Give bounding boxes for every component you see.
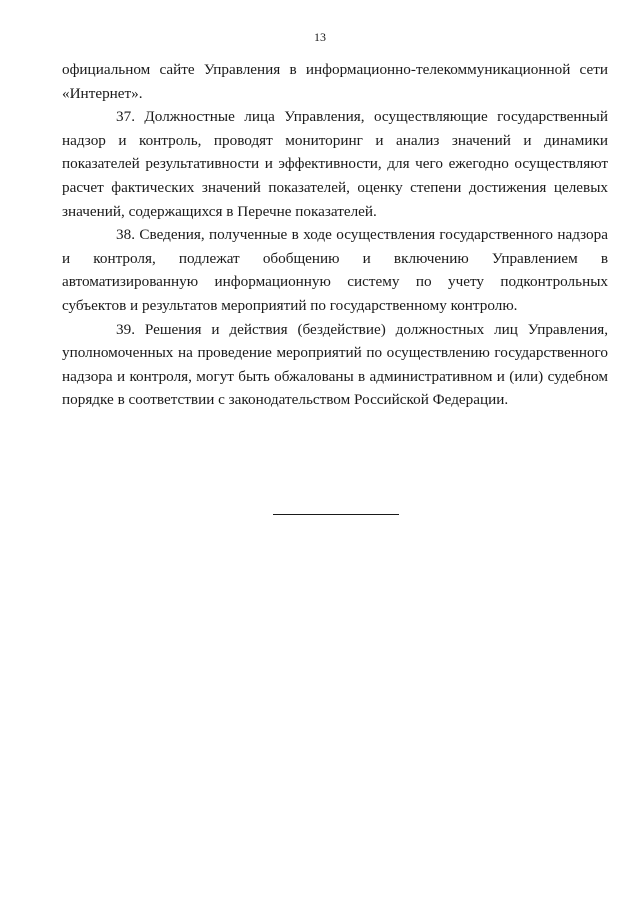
end-separator-line	[273, 514, 399, 515]
paragraph-continuation: официальном сайте Управления в информационно-телекоммуникационной сети «Интернет».	[62, 61, 608, 102]
document-body	[62, 58, 608, 412]
paragraph-38: 38. Сведения, полученные в ходе осуществления государственного надзора и контроля, подлежат обобщению и включению Управлением в автоматизированную информационную систему по учету подконтрольных субъектов и результатов мероприятий по государственному контролю.	[62, 226, 608, 314]
paragraph-37: 37. Должностные лица Управления, осуществляющие государственный надзор и контроль, проводят мониторинг и анализ значений и динамики показателей результативности и эффективности, для чего ежегодно осуществляют расчет фактических значений показателей, оценку степени достижения целевых значений, содержащихся в Перечне показателей.	[62, 108, 608, 220]
page-number: 13	[314, 30, 326, 44]
paragraph-39: 39. Решения и действия (бездействие) должностных лиц Управления, уполномоченных на проведение мероприятий по осуществлению государственного надзора и контроля, могут быть обжалованы в административном и (или) судебном порядке в соответствии с законодательством Российской Федерации.	[62, 320, 608, 409]
